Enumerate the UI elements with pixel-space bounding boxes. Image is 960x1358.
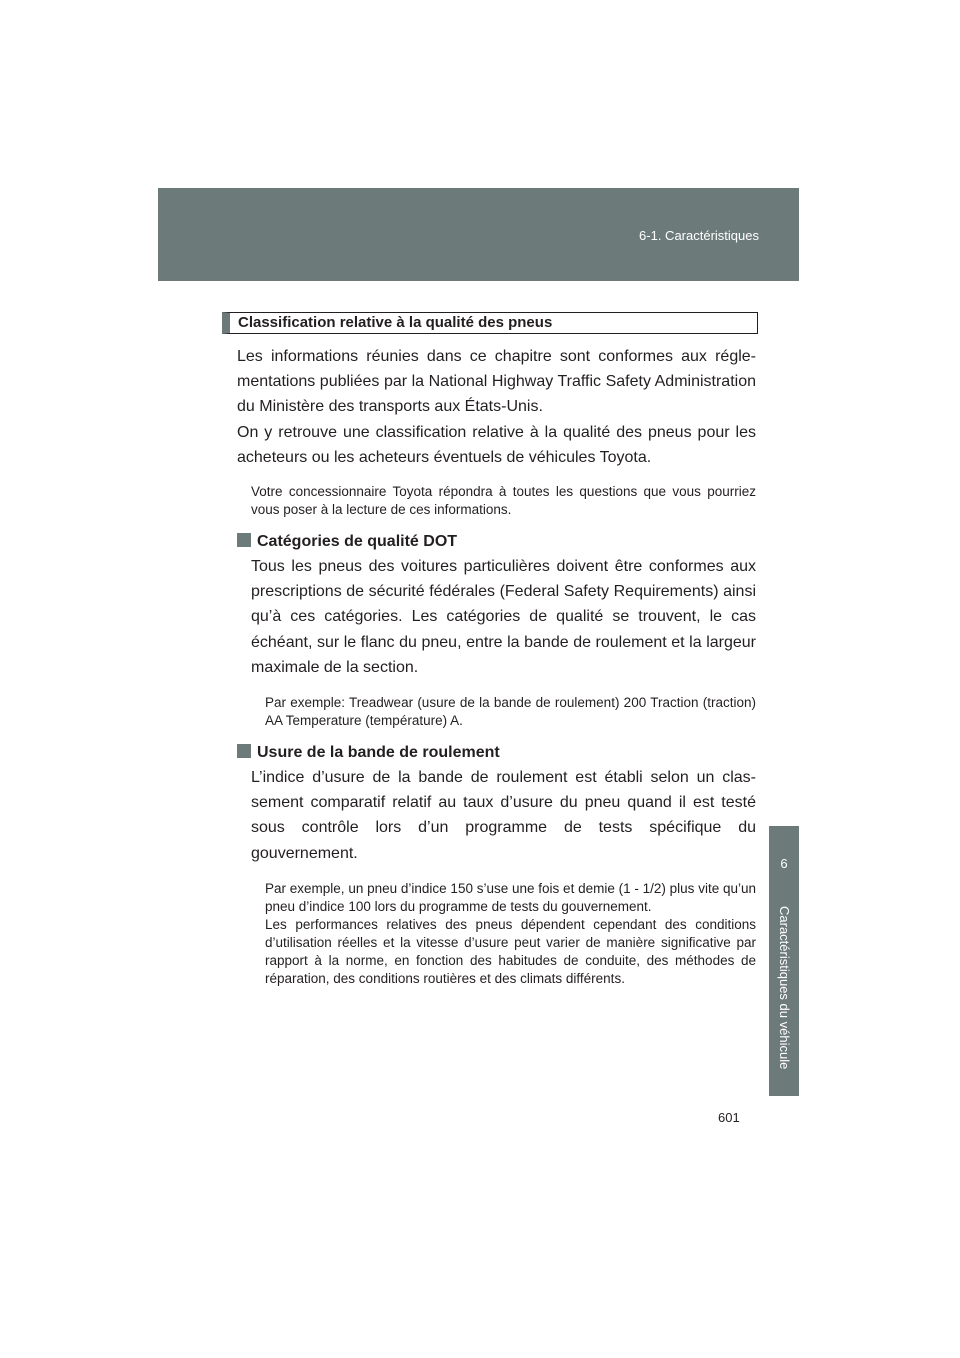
intro-paragraph-1: Les informations réunies dans ce chapitre sont conformes aux réglementations publiées par la National Highway Traffic Safety Administration du Ministère des transports aux États-Unis. [237, 348, 756, 416]
treadwear-heading-line [237, 742, 756, 764]
treadwear-heading: Usure de la bande de roulement [257, 744, 500, 762]
treadwear-note-2: Les performances relatives des pneus dépendent cependant des conditions d’utilisation réelles et la vitesse d’usure peut varier de manière significative par rapport à la norme, en fonction des habitudes de conduite, des méthodes de réparation, des conditions routières et des climats différents. [265, 916, 756, 986]
dot-body: Tous les pneus des voitures particulières doivent être conformes aux prescriptions de sécurité fédérales (Federal Safety Requirements) ainsi qu’à ces catégories. Les catégories de qualité se trouvent, le cas échéant, sur le flanc du pneu, entre la bande de roulement et la largeur maximale de la section. [251, 558, 756, 676]
header-band [158, 188, 799, 281]
chapter-side-tab [769, 826, 799, 1096]
section-heading-box [222, 312, 758, 334]
chapter-number: 6 [780, 856, 788, 871]
dot-note: Par exemple: Treadwear (usure de la bande de roulement) 200 Traction (traction) AA Temperature (température) A. [265, 695, 756, 729]
section-heading: Classification relative à la qualité des pneus [238, 314, 553, 331]
treadwear-note-1: Par exemple, un pneu d’indice 150 s’use une fois et demie (1 - 1/2) plus vite qu’un pneu d’indice 100 lors du programme de tests du gouvernement. [265, 880, 756, 914]
page-number: 601 [718, 1110, 740, 1125]
intro-note: Votre concessionnaire Toyota répondra à toutes les questions que vous pourriez vous poser à la lecture de ces informations. [251, 484, 756, 518]
square-bullet-icon [237, 744, 251, 758]
main-content [237, 344, 756, 988]
chapter-title: Caractéristiques du véhicule [777, 906, 792, 1070]
dot-heading: Catégories de qualité DOT [257, 533, 458, 551]
intro-paragraph-2: On y retrouve une classification relative à la qualité des pneus pour les acheteurs ou les acheteurs éventuels de véhicules Toyota. [237, 423, 756, 466]
treadwear-body: L’indice d’usure de la bande de roulement est établi selon un classement comparatif relatif au taux d’usure du pneu quand il est testé sous contrôle lors d’un programme de tests spécifique du gouvernement. [251, 769, 756, 862]
dot-heading-line [237, 531, 756, 553]
square-bullet-icon [237, 533, 251, 547]
header-section-title: 6-1. Caractéristiques [639, 228, 759, 243]
